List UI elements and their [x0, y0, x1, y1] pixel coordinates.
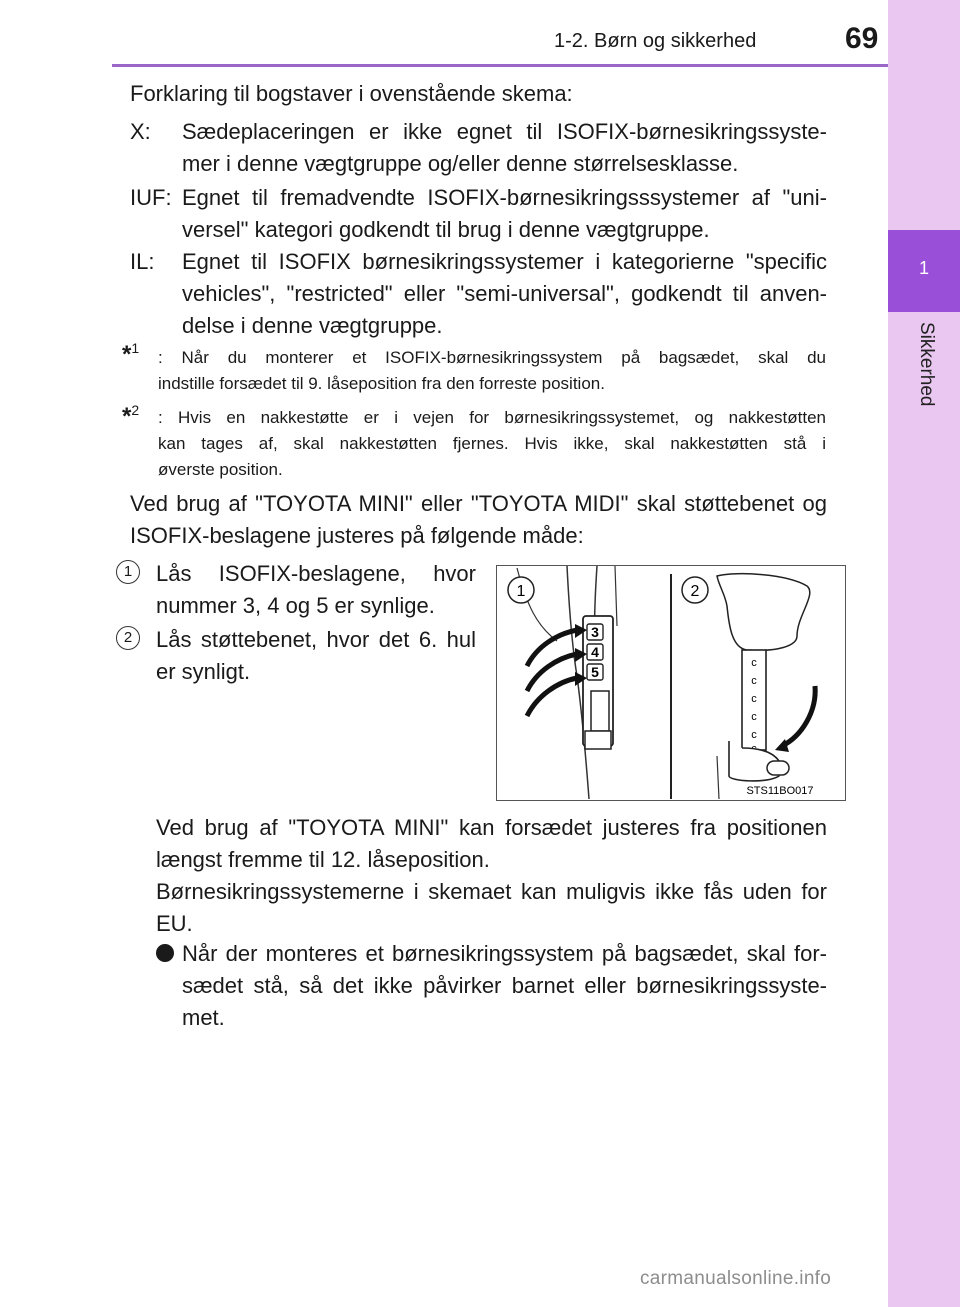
chapter-tab-label: Sikkerhed: [916, 322, 937, 407]
watermark: carmanualsonline.info: [640, 1268, 832, 1289]
definition-term-iuf: IUF:: [130, 185, 172, 210]
bullet-dot: [156, 944, 174, 962]
footnote-1-line2: indstille forsædet til 9. låseposition fra den forreste position.: [158, 374, 605, 393]
figure-digit-4: 4: [591, 644, 599, 660]
definition-il-line1: Egnet til ISOFIX børnesikringssystemer i kategorierne "specific: [182, 249, 827, 274]
paragraph-2-line1: Ved brug af "TOYOTA MINI" kan forsædet justeres fra positionen: [156, 815, 827, 840]
paragraph-2-line2: længst fremme til 12. låseposition.: [156, 847, 490, 872]
svg-text:c: c: [751, 693, 757, 705]
svg-text:c: c: [751, 729, 757, 741]
bullet-line1: Når der monteres et børnesikringssystem på bagsædet, skal for-: [182, 941, 827, 966]
figure-code: STS11BO017: [746, 785, 814, 797]
chapter-tab-number: 1: [918, 258, 929, 278]
paragraph-3-line1: Børnesikringssystemerne i skemaet kan muligvis ikke fås uden for: [156, 879, 827, 904]
side-strip: [888, 0, 960, 1307]
footnote-2-line1: : Hvis en nakkestøtte er i vejen for børnesikringssystemet, og nakkestøtten: [158, 408, 826, 427]
definition-il-line3: delse i denne vægtgruppe.: [182, 313, 443, 338]
footnote-1-marker: *$^1$: [122, 340, 140, 368]
step-1-line1: Lås ISOFIX-beslagene, hvor: [156, 561, 476, 586]
definition-x-line1: Sædeplaceringen er ikke egnet til ISOFIX-børnesikringssyste-: [182, 119, 827, 144]
footnote-2-marker: *$^2$: [122, 402, 140, 430]
definition-term-il: IL:: [130, 249, 155, 274]
figure-digit-3: 3: [591, 624, 599, 640]
step-2-number: 2: [116, 626, 140, 650]
definition-term-x: X:: [130, 119, 151, 144]
figure-label-1: 1: [516, 583, 526, 600]
step-1-line2: nummer 3, 4 og 5 er synlige.: [156, 593, 435, 618]
footnote-2-line2: kan tages af, skal nakkestøtten fjernes. Hvis ikke, skal nakkestøtten stå i: [158, 434, 826, 453]
step-1-number: 1: [116, 560, 140, 584]
isofix-illustration-drawing: [497, 566, 844, 799]
paragraph-3-line2: EU.: [156, 911, 193, 936]
definition-il-line2: vehicles", "restricted" eller "semi-universal", godkendt til anven-: [182, 281, 827, 306]
figure-digit-5: 5: [591, 664, 599, 680]
bullet-line3: met.: [182, 1005, 225, 1030]
header-section-title: 1-2. Børn og sikkerhed: [554, 30, 757, 52]
figure-label-2: 2: [690, 583, 700, 600]
definition-x-line2: mer i denne vægtgruppe og/eller denne størrelsesklasse.: [182, 151, 739, 176]
svg-text:c: c: [751, 657, 757, 669]
definition-iuf-line1: Egnet til fremadvendte ISOFIX-børnesikringsssystemer af "uni-: [182, 185, 827, 210]
isofix-illustration: [496, 565, 846, 801]
footnote-2-line3: øverste position.: [158, 460, 283, 479]
intro-text: Forklaring til bogstaver i ovenstående skema:: [130, 81, 573, 106]
svg-text:c: c: [751, 711, 757, 723]
svg-text:c: c: [751, 675, 757, 687]
footnote-1-line1: : Når du monterer et ISOFIX-børnesikringssystem på bagsædet, skal du: [158, 348, 826, 367]
step-2-line2: er synligt.: [156, 659, 251, 684]
paragraph-1-line2: ISOFIX-beslagene justeres på følgende måde:: [130, 523, 584, 548]
paragraph-1-line1: Ved brug af "TOYOTA MINI" eller "TOYOTA MIDI" skal støttebenet og: [130, 491, 827, 516]
step-2-line1: Lås støttebenet, hvor det 6. hul: [156, 627, 476, 652]
header-divider: [112, 64, 888, 67]
bullet-line2: sædet stå, så det ikke påvirker barnet eller børnesikringssyste-: [182, 973, 827, 998]
definition-iuf-line2: versel" kategori godkendt til brug i denne vægtgruppe.: [182, 217, 710, 242]
page-number: 69: [845, 22, 879, 55]
